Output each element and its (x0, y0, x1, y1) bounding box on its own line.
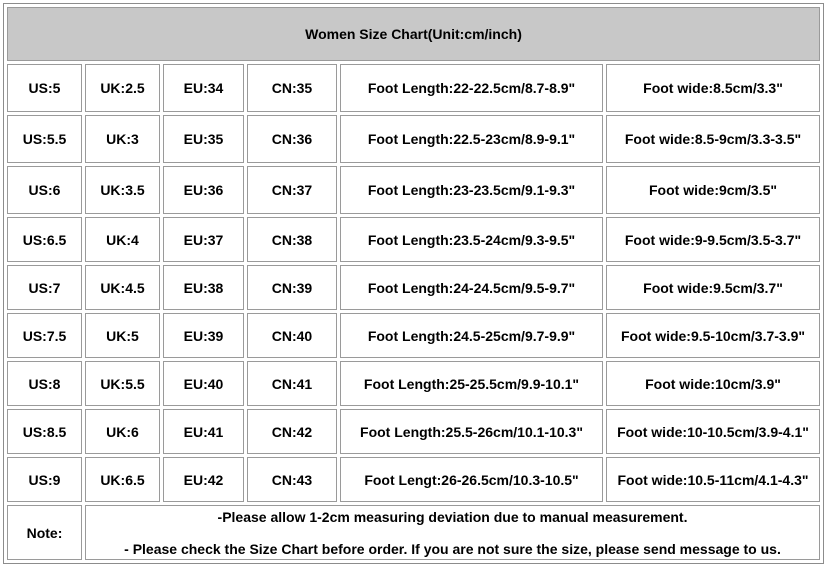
us-size-cell: US:8 (7, 361, 82, 406)
uk-size-cell: UK:6 (85, 409, 160, 454)
cn-size-cell: CN:38 (247, 217, 337, 262)
foot-width-cell: Foot wide:10-10.5cm/3.9-4.1" (606, 409, 820, 454)
foot-width-cell: Foot wide:10cm/3.9" (606, 361, 820, 406)
us-size-cell: US:8.5 (7, 409, 82, 454)
eu-size-cell: EU:42 (163, 457, 244, 502)
foot-width-cell: Foot wide:9-9.5cm/3.5-3.7" (606, 217, 820, 262)
eu-size-cell: EU:34 (163, 64, 244, 112)
cn-size-cell: CN:43 (247, 457, 337, 502)
uk-size-cell: UK:4 (85, 217, 160, 262)
note-line-check-chart: - Please check the Size Chart before order. If you are not sure the size, please send message to us. (124, 541, 781, 557)
us-size-cell: US:5 (7, 64, 82, 112)
foot-length-cell: Foot Length:23-23.5cm/9.1-9.3" (340, 166, 603, 214)
foot-width-cell: Foot wide:9.5-10cm/3.7-3.9" (606, 313, 820, 358)
foot-width-cell: Foot wide:9cm/3.5" (606, 166, 820, 214)
foot-length-cell: Foot Length:22-22.5cm/8.7-8.9" (340, 64, 603, 112)
note-label: Note: (7, 505, 82, 560)
foot-width-cell: Foot wide:8.5-9cm/3.3-3.5" (606, 115, 820, 163)
eu-size-cell: EU:37 (163, 217, 244, 262)
us-size-cell: US:7.5 (7, 313, 82, 358)
us-size-cell: US:6.5 (7, 217, 82, 262)
uk-size-cell: UK:5.5 (85, 361, 160, 406)
foot-length-cell: Foot Length:25-25.5cm/9.9-10.1" (340, 361, 603, 406)
uk-size-cell: UK:5 (85, 313, 160, 358)
us-size-cell: US:6 (7, 166, 82, 214)
eu-size-cell: EU:41 (163, 409, 244, 454)
note-text (85, 505, 820, 560)
cn-size-cell: CN:42 (247, 409, 337, 454)
uk-size-cell: UK:4.5 (85, 265, 160, 310)
eu-size-cell: EU:39 (163, 313, 244, 358)
foot-width-cell: Foot wide:10.5-11cm/4.1-4.3" (606, 457, 820, 502)
eu-size-cell: EU:35 (163, 115, 244, 163)
cn-size-cell: CN:36 (247, 115, 337, 163)
eu-size-cell: EU:38 (163, 265, 244, 310)
cn-size-cell: CN:35 (247, 64, 337, 112)
cn-size-cell: CN:41 (247, 361, 337, 406)
foot-length-cell: Foot Lengt:26-26.5cm/10.3-10.5" (340, 457, 603, 502)
foot-width-cell: Foot wide:9.5cm/3.7" (606, 265, 820, 310)
uk-size-cell: UK:3 (85, 115, 160, 163)
eu-size-cell: EU:40 (163, 361, 244, 406)
size-chart-table (3, 3, 824, 564)
uk-size-cell: UK:3.5 (85, 166, 160, 214)
us-size-cell: US:5.5 (7, 115, 82, 163)
foot-length-cell: Foot Length:24.5-25cm/9.7-9.9" (340, 313, 603, 358)
us-size-cell: US:7 (7, 265, 82, 310)
chart-title: Women Size Chart(Unit:cm/inch) (7, 7, 820, 61)
uk-size-cell: UK:6.5 (85, 457, 160, 502)
foot-length-cell: Foot Length:22.5-23cm/8.9-9.1" (340, 115, 603, 163)
foot-width-cell: Foot wide:8.5cm/3.3" (606, 64, 820, 112)
note-line-deviation: -Please allow 1-2cm measuring deviation due to manual measurement. (217, 509, 688, 525)
foot-length-cell: Foot Length:24-24.5cm/9.5-9.7" (340, 265, 603, 310)
cn-size-cell: CN:40 (247, 313, 337, 358)
eu-size-cell: EU:36 (163, 166, 244, 214)
cn-size-cell: CN:37 (247, 166, 337, 214)
us-size-cell: US:9 (7, 457, 82, 502)
cn-size-cell: CN:39 (247, 265, 337, 310)
foot-length-cell: Foot Length:23.5-24cm/9.3-9.5" (340, 217, 603, 262)
uk-size-cell: UK:2.5 (85, 64, 160, 112)
foot-length-cell: Foot Length:25.5-26cm/10.1-10.3" (340, 409, 603, 454)
